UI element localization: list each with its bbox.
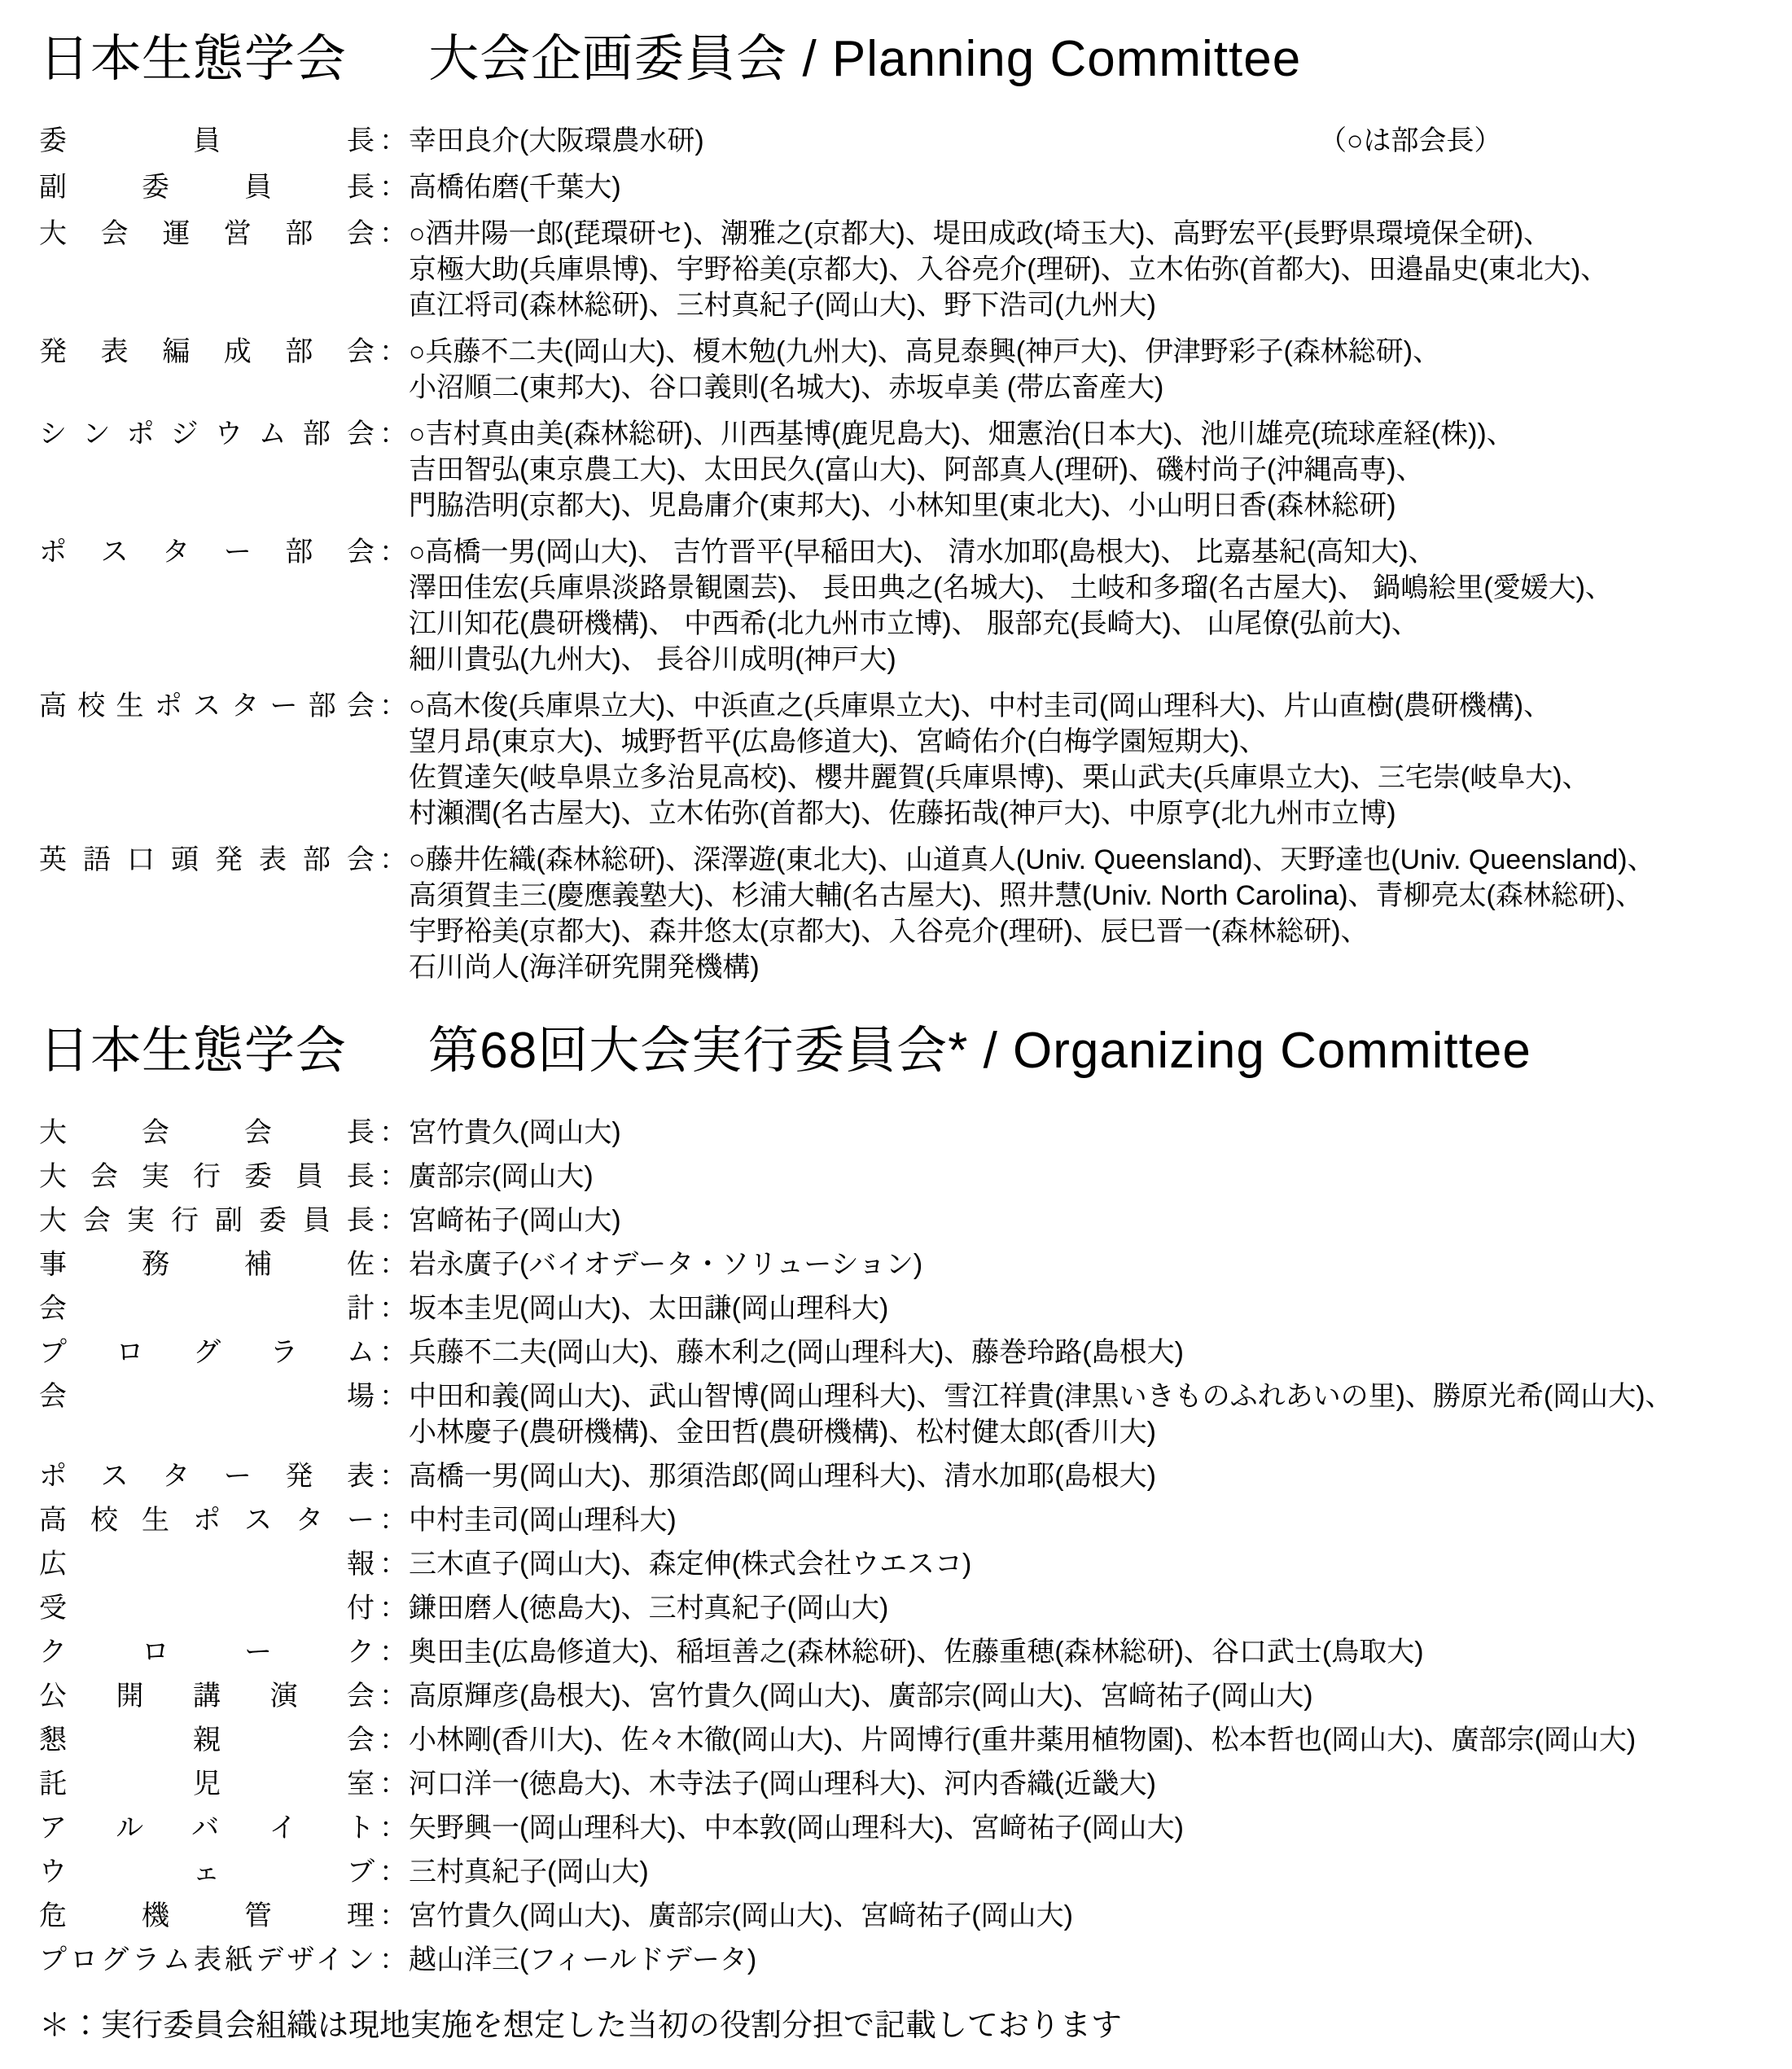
member-line: 矢野興一(岡山理科大)、中本敦(岡山理科大)、宮﨑祐子(岡山大) [409, 1813, 1184, 1843]
organizing-committee-section [39, 1010, 1759, 1978]
member-list [409, 334, 1759, 405]
member-line: 高原輝彦(島根大)、宮竹貴久(岡山大)、廣部宗(岡山大)、宮﨑祐子(岡山大) [409, 1681, 1313, 1712]
label-colon: ： [379, 1856, 407, 1887]
committee-row-vice-chairperson [39, 169, 1759, 205]
committee-row-program [39, 1335, 1759, 1370]
label-colon: ： [379, 1725, 407, 1756]
society-name: 日本生態学会 [39, 1023, 348, 1079]
member-list [409, 1115, 1759, 1151]
society-name: 日本生態学会 [39, 31, 348, 87]
committee-row-presentation-organization [39, 334, 1759, 405]
member-line: 三村真紀子(岡山大) [409, 1856, 649, 1887]
role-label: アルバイト [39, 1813, 375, 1843]
member-line: 京極大助(兵庫県博)、宇野裕美(京都大)、入谷亮介(理研)、立木佑弥(首都大)、田邉晶史(東北大)、 [409, 254, 1609, 285]
member-line: 高橋佑磨(千葉大) [409, 172, 621, 203]
committee-row-english-oral [39, 842, 1759, 985]
planning-committee-section [39, 18, 1759, 985]
committee-row-reception [39, 1590, 1759, 1626]
label-colon: ： [379, 1337, 407, 1368]
committee-row-web [39, 1854, 1759, 1890]
member-list [409, 1291, 1759, 1326]
label-colon: ： [379, 172, 407, 203]
role-label: ポスター部会 [39, 537, 375, 568]
label-colon: ： [379, 1681, 407, 1712]
committee-row-executive-vice-chair [39, 1203, 1759, 1238]
role-label: 広報 [39, 1549, 375, 1580]
committee-row-part-time-staff [39, 1810, 1759, 1846]
member-list [409, 1379, 1759, 1450]
member-line: 石川尚人(海洋研究開発機構) [409, 952, 760, 983]
role-label: 高校生ポスター [39, 1505, 375, 1536]
label-colon: ： [379, 336, 407, 367]
label-colon: ： [379, 1593, 407, 1624]
role-label: 危機管理 [39, 1900, 375, 1931]
member-list [409, 1898, 1759, 1934]
member-list [409, 416, 1759, 524]
label-colon: ： [379, 1944, 407, 1975]
member-line: 三木直子(岡山大)、森定伸(株式会社ウエスコ) [409, 1549, 972, 1580]
role-label: 高校生ポスター部会 [39, 690, 375, 721]
member-line: 岩永廣子(バイオデータ・ソリューション) [409, 1249, 923, 1280]
member-list [409, 1159, 1759, 1194]
role-label: 委員長 [39, 125, 375, 156]
committee-row-cloakroom [39, 1634, 1759, 1670]
member-line: 高橋一男(岡山大)、那須浩郎(岡山理科大)、清水加耶(島根大) [409, 1461, 1156, 1492]
committee-row-poster [39, 534, 1759, 677]
member-line: 宮竹貴久(岡山大) [409, 1117, 621, 1148]
member-list [409, 1247, 1759, 1282]
member-line: 門脇浩明(京都大)、児島庸介(東邦大)、小林知里(東北大)、小山明日香(森林総研) [409, 490, 1396, 521]
role-label: 副委員長 [39, 172, 375, 203]
member-list [409, 1854, 1759, 1890]
member-line: 鎌田磨人(徳島大)、三村真紀子(岡山大) [409, 1593, 889, 1624]
member-line: 廣部宗(岡山大) [409, 1161, 594, 1192]
role-label: プログラム [39, 1337, 375, 1368]
chair-legend-note: （○は部会長） [1319, 125, 1502, 156]
committee-row-program-cover-design [39, 1942, 1759, 1978]
footnote: ＊：実行委員会組織は現地実施を想定した当初の役割分担で記載しております [39, 2009, 1123, 2043]
committee-row-symposium [39, 416, 1759, 524]
member-list [409, 1634, 1759, 1670]
member-line: 幸田良介(大阪環農水研) [409, 125, 704, 156]
label-colon: ： [379, 1461, 407, 1492]
label-colon: ： [379, 1505, 407, 1536]
member-line: ○藤井佐織(森林総研)、深澤遊(東北大)、山道真人(Univ. Queensland)、天野達也(Univ. Queensland)、 [409, 844, 1655, 875]
member-list [409, 534, 1759, 677]
role-label: 発表編成部会 [39, 336, 375, 367]
member-line: ○酒井陽一郎(琵環研セ)、潮雅之(京都大)、堤田成政(埼玉大)、高野宏平(長野県環境保全研)、 [409, 218, 1552, 249]
role-label: 懇親会 [39, 1725, 375, 1756]
member-line: 中村圭司(岡山理科大) [409, 1505, 677, 1536]
member-list [409, 1335, 1759, 1370]
role-label: 公開講演会 [39, 1681, 375, 1712]
member-list [409, 169, 1759, 205]
committee-row-poster-presentation [39, 1458, 1759, 1494]
member-line: 細川貴弘(九州大)、 長谷川成明(神戸大) [409, 644, 896, 675]
label-colon: ： [379, 690, 407, 721]
role-label: 大会会長 [39, 1117, 375, 1148]
member-list [409, 1590, 1759, 1626]
member-list [409, 1678, 1759, 1714]
role-label: シンポジウム部会 [39, 419, 375, 449]
committee-row-childcare [39, 1766, 1759, 1802]
role-label: ポスター発表 [39, 1461, 375, 1492]
role-label: 大会運営部会 [39, 218, 375, 249]
member-line: 越山洋三(フィールドデータ) [409, 1944, 757, 1975]
member-list [409, 688, 1759, 831]
member-line: 奥田圭(広島修道大)、稲垣善之(森林総研)、佐藤重穂(森林総研)、谷口武士(鳥取大) [409, 1637, 1424, 1668]
member-line: 坂本圭児(岡山大)、太田謙(岡山理科大) [409, 1293, 889, 1324]
label-colon: ： [379, 1900, 407, 1931]
label-colon: ： [379, 1205, 407, 1236]
label-colon: ： [379, 125, 407, 156]
role-label: 会場 [39, 1381, 375, 1412]
committee-row-conference-president [39, 1115, 1759, 1151]
member-list [409, 842, 1759, 985]
member-line: 宮竹貴久(岡山大)、廣部宗(岡山大)、宮﨑祐子(岡山大) [409, 1900, 1073, 1931]
member-line: 佐賀達矢(岐阜県立多治見高校)、櫻井麗賀(兵庫県博)、栗山武夫(兵庫県立大)、三宅崇(岐阜大)、 [409, 762, 1590, 793]
member-line: ○高木俊(兵庫県立大)、中浜直之(兵庫県立大)、中村圭司(岡山理科大)、片山直樹(農研機構)、 [409, 690, 1552, 721]
label-colon: ： [379, 844, 407, 875]
role-label: 英語口頭発表部会 [39, 844, 375, 875]
label-colon: ： [379, 1381, 407, 1412]
label-colon: ： [379, 537, 407, 568]
member-list [409, 1942, 1759, 1978]
member-line: 小林剛(香川大)、佐々木徹(岡山大)、片岡博行(重井薬用植物園)、松本哲也(岡山大)、廣部宗(岡山大) [409, 1725, 1636, 1756]
committee-row-risk-management [39, 1898, 1759, 1934]
member-list [409, 1458, 1759, 1494]
member-line: 中田和義(岡山大)、武山智博(岡山理科大)、雪江祥貴(津黒いきものふれあいの里)、勝原光希(岡山大)、 [409, 1381, 1673, 1412]
committee-row-accounting [39, 1291, 1759, 1326]
label-colon: ： [379, 1293, 407, 1324]
committee-row-venue [39, 1379, 1759, 1450]
organizing-section-title [39, 1010, 1759, 1082]
planning-section-title [39, 18, 1759, 90]
committee-row-conference-management [39, 216, 1759, 323]
member-list [409, 123, 1759, 159]
label-colon: ： [379, 1117, 407, 1148]
label-colon: ： [379, 218, 407, 249]
member-line: 望月昂(東京大)、城野哲平(広島修道大)、宮崎佑介(白梅学園短期大)、 [409, 726, 1267, 757]
label-colon: ： [379, 419, 407, 449]
role-label: 会計 [39, 1293, 375, 1324]
committee-row-admin-assistant [39, 1247, 1759, 1282]
member-list [409, 1203, 1759, 1238]
member-line: 宮﨑祐子(岡山大) [409, 1205, 621, 1236]
label-colon: ： [379, 1769, 407, 1799]
label-colon: ： [379, 1637, 407, 1668]
role-label: 託児室 [39, 1769, 375, 1799]
member-list [409, 1502, 1759, 1538]
member-line: ○兵藤不二夫(岡山大)、榎木勉(九州大)、高見泰興(神戸大)、伊津野彩子(森林総研)、 [409, 336, 1441, 367]
committee-row-executive-chair [39, 1159, 1759, 1194]
member-line: ○吉村真由美(森林総研)、川西基博(鹿児島大)、畑憲治(日本大)、池川雄亮(琉球産経(株))、 [409, 419, 1514, 449]
role-label: 大会実行副委員長 [39, 1205, 375, 1236]
member-line: 小林慶子(農研機構)、金田哲(農研機構)、松村健太郎(香川大) [409, 1417, 1156, 1448]
committee-row-highschool-poster [39, 1502, 1759, 1538]
member-line: ○高橋一男(岡山大)、 吉竹晋平(早稲田大)、 清水加耶(島根大)、 比嘉基紀(高知大)、 [409, 537, 1436, 568]
committee-row-banquet [39, 1722, 1759, 1758]
committee-row-highschool-poster [39, 688, 1759, 831]
organizing-title-text: 第68回大会実行委員会* / Organizing Committee [428, 1023, 1531, 1079]
member-line: 高須賀圭三(慶應義塾大)、杉浦大輔(名古屋大)、照井慧(Univ. North Carolina)、青柳亮太(森林総研)、 [409, 880, 1644, 911]
committee-row-public-relations [39, 1546, 1759, 1582]
label-colon: ： [379, 1249, 407, 1280]
label-colon: ： [379, 1549, 407, 1580]
member-line: 宇野裕美(京都大)、森井悠太(京都大)、入谷亮介(理研)、辰巳晋一(森林総研)、 [409, 916, 1369, 947]
member-line: 村瀬潤(名古屋大)、立木佑弥(首都大)、佐藤拓哉(神戸大)、中原亨(北九州市立博) [409, 798, 1396, 829]
role-label: ウェブ [39, 1856, 375, 1887]
role-label: クローク [39, 1637, 375, 1668]
planning-title-text: 大会企画委員会 / Planning Committee [428, 31, 1302, 87]
member-line: 河口洋一(徳島大)、木寺法子(岡山理科大)、河内香織(近畿大) [409, 1769, 1156, 1799]
member-line: 兵藤不二夫(岡山大)、藤木利之(岡山理科大)、藤巻玲路(島根大) [409, 1337, 1184, 1368]
member-line: 澤田佳宏(兵庫県淡路景観園芸)、 長田典之(名城大)、 土岐和多瑠(名古屋大)、 鍋嶋絵里(愛媛大)、 [409, 572, 1613, 603]
member-list [409, 1546, 1759, 1582]
member-list [409, 216, 1759, 323]
member-list [409, 1766, 1759, 1802]
label-colon: ： [379, 1161, 407, 1192]
committee-row-chairperson [39, 123, 1759, 159]
member-line: 小沼順二(東邦大)、谷口義則(名城大)、赤坂卓美 (帯広畜産大) [409, 372, 1164, 403]
role-label: 大会実行委員長 [39, 1161, 375, 1192]
role-label: 事務補佐 [39, 1249, 375, 1280]
member-line: 直江将司(森林総研)、三村真紀子(岡山大)、野下浩司(九州大) [409, 290, 1156, 321]
member-list [409, 1810, 1759, 1846]
member-line: 江川知花(農研機構)、 中西希(北九州市立博)、 服部充(長崎大)、 山尾僚(弘前大)、 [409, 608, 1419, 639]
role-label: 受付 [39, 1593, 375, 1624]
member-list [409, 1722, 1759, 1758]
role-label: プログラム表紙デザイン [39, 1944, 375, 1975]
label-colon: ： [379, 1813, 407, 1843]
committee-row-public-lecture [39, 1678, 1759, 1714]
member-line: 吉田智弘(東京農工大)、太田民久(富山大)、阿部真人(理研)、磯村尚子(沖縄高専)、 [409, 454, 1424, 485]
